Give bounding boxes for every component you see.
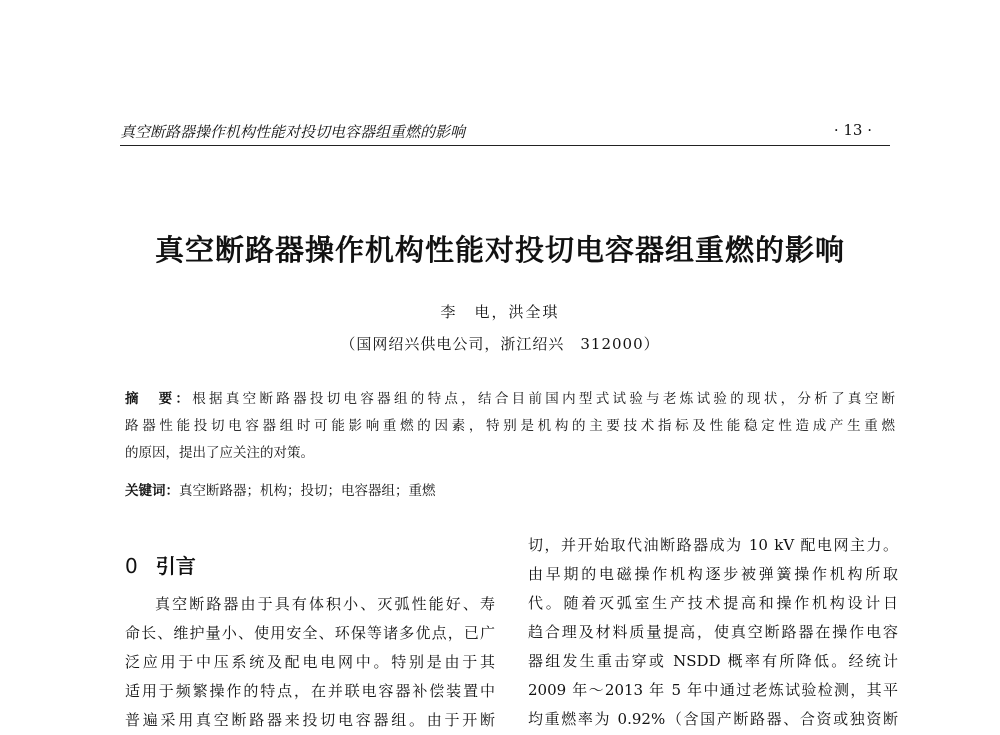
body-line: 代。随着灭弧室生产技术提高和操作机构设计日 xyxy=(528,594,898,612)
abstract-text: 根据真空断路器投切电容器组的特点，结合目前国内型式试验与老炼试验的现状，分析了真空断 xyxy=(192,391,895,407)
body-line: 切，并开始取代油断路器成为 10 kV 配电网主力。 xyxy=(528,536,898,554)
body-line: 趋合理及材料质量提高，使真空断路器在操作电容 xyxy=(528,623,898,641)
body-line: 泛应用于中压系统及配电电网中。特别是由于其 xyxy=(125,653,495,671)
abstract-label: 摘 要： xyxy=(125,391,193,407)
abstract-line xyxy=(125,386,895,413)
body-line: 普遍采用真空断路器来投切电容器组。由于开断 xyxy=(125,711,495,729)
abstract xyxy=(125,386,895,467)
running-title: 真空断路器操作机构性能对投切电容器组重燃的影响 xyxy=(120,123,466,141)
section-title: 引言 xyxy=(155,554,196,578)
abstract-line: 路器性能投切电容器组时可能影响重燃的因素，特别是机构的主要技术指标及性能稳定性造成产生重燃 xyxy=(125,418,895,434)
body-line: 适用于频繁操作的特点，在并联电容器补偿装置中 xyxy=(125,682,495,700)
paper-title: 真空断路器操作机构性能对投切电容器组重燃的影响 xyxy=(154,233,845,267)
body-line: 均重燃率为 0.92%（含国产断路器、合资或独资断 xyxy=(528,710,898,728)
body-line: 真空断路器由于具有体积小、灭弧性能好、寿 xyxy=(155,595,495,613)
left-column xyxy=(125,590,495,735)
affiliation: （国网绍兴供电公司，浙江绍兴 312000） xyxy=(340,335,660,353)
keywords xyxy=(125,479,895,499)
body-line: 2009 年～2013 年 5 年中通过老炼试验检测，其平 xyxy=(528,681,898,699)
page-number: · 13 · xyxy=(833,121,872,139)
body-line: 由早期的电磁操作机构逐步被弹簧操作机构所取 xyxy=(528,565,898,583)
section-number: 0 xyxy=(125,554,138,578)
section-heading xyxy=(125,550,196,579)
keywords-text: 真空断路器；机构；投切；电容器组；重燃 xyxy=(179,483,436,499)
abstract-line: 的原因，提出了应关注的对策。 xyxy=(125,445,314,461)
running-header xyxy=(120,117,890,146)
keywords-label: 关键词： xyxy=(125,483,179,499)
authors: 李 电，洪全琪 xyxy=(440,303,560,321)
right-column xyxy=(528,531,898,734)
body-line: 器组发生重击穿或 NSDD 概率有所降低。经统计 xyxy=(528,652,898,670)
body-line: 命长、维护量小、使用安全、环保等诸多优点，已广 xyxy=(125,624,495,642)
